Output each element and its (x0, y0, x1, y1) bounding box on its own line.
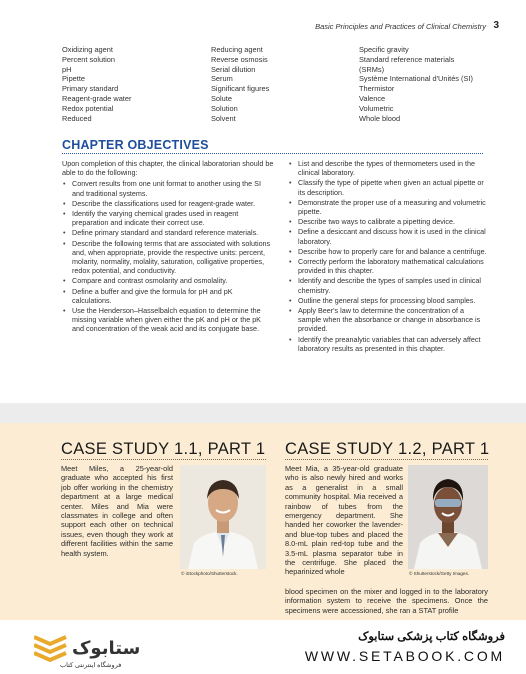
key-term: Serum (211, 74, 233, 84)
key-term: Specific gravity (359, 45, 409, 54)
objective-item: • Describe two ways to calibrate a pipetting device. (288, 217, 487, 226)
objective-item: • Compare and contrast osmolarity and osmolality. (62, 276, 274, 285)
objective-item: • Define primary standard and standard reference materials. (62, 228, 274, 237)
objective-item: • Use the Henderson–Hasselbalch equation to determine the missing variable when given either the pK and pH or the pK and concentration of the weak acid and its conjugate base. (62, 306, 274, 334)
key-term: Reverse osmosis (211, 54, 268, 64)
man-in-lab-coat-image (180, 465, 266, 569)
case-study-1-title: CASE STUDY 1.1, PART 1 (61, 440, 266, 458)
objectives-right-column (288, 159, 487, 354)
book-stack-logo-icon (34, 632, 140, 664)
key-term: Reduced (62, 113, 92, 123)
case-study-2-title: CASE STUDY 1.2, PART 1 (285, 440, 490, 458)
setabook-logo[interactable] (34, 632, 140, 664)
key-term: Volumetric (359, 103, 394, 113)
section-divider (0, 403, 526, 423)
objective-item: • Identify the preanalytic variables that can adversely affect laboratory results as presented in this chapter. (288, 335, 487, 353)
key-term: Valence (359, 93, 386, 103)
case-study-2-text-bottom: blood specimen on the mixer and logged in to the laboratory information system to receive the specimens. Once the specimens were accessioned, she ran a STAT profile (285, 587, 488, 615)
key-term: Reagent-grade water (62, 93, 132, 103)
key-term: Redox potential (62, 103, 114, 113)
objective-item: • Outline the general steps for processing blood samples. (288, 296, 487, 305)
objective-item: • Describe the classifications used for reagent-grade water. (62, 199, 274, 208)
objective-item: • Describe the following terms that are associated with solutions and, when appropriate, provide the respective units: percent, molarity, normality, molality, saturation, colligative properties, redox potential, and conductivity. (62, 239, 274, 276)
running-header: Basic Principles and Practices of Clinical Chemistry (315, 22, 486, 31)
key-term: Solution (211, 103, 238, 113)
objectives-list-left (62, 179, 274, 333)
key-term: Thermistor (359, 84, 395, 94)
chapter-objectives-heading: CHAPTER OBJECTIVES (62, 138, 209, 152)
objective-item: • Correctly perform the laboratory mathematical calculations provided in this chapter. (288, 257, 487, 275)
objective-item: • Classify the type of pipette when given an actual pipette or its description. (288, 178, 487, 196)
objective-item: • List and describe the types of thermometers used in the clinical laboratory. (288, 159, 487, 177)
objective-item: • Identify the varying chemical grades used in reagent preparation and indicate their correct use. (62, 209, 274, 227)
key-term: pH (62, 64, 72, 74)
objectives-list-right (288, 159, 487, 353)
objectives-intro: Upon completion of this chapter, the clinical laboratorian should be able to do the following: (62, 159, 274, 178)
objective-item: • Define a buffer and give the formula for pH and pK calculations. (62, 287, 274, 305)
key-term: Solute (211, 93, 232, 103)
case-study-1-text: Meet Miles, a 25-year-old graduate who accepted his first job offer working in the chemistry department at a large medical center. Miles and Mia were classmates in college and often support each other on technical issues, even though they work at different facilities within the same health system. (61, 464, 173, 558)
objective-item: • Convert results from one unit format to another using the SI and traditional systems. (62, 179, 274, 197)
objective-item: • Demonstrate the proper use of a measuring and volumetric pipette. (288, 198, 487, 216)
key-term: Serial dilution (211, 64, 256, 74)
objectives-left-column (62, 159, 274, 335)
objective-item: • Apply Beer's law to determine the concentration of a sample when the absorbance or change in absorbance is provided. (288, 306, 487, 334)
website-url[interactable]: WWW.SETABOOK.COM (304, 648, 505, 664)
key-term: Oxidizing agent (62, 45, 113, 54)
key-term: Système International d'Unités (SI) (359, 74, 473, 84)
key-term: Pipette (62, 74, 86, 84)
case-study-2-photo-credit: © Shutterstock/Getty Images. (409, 571, 470, 576)
key-term: Primary standard (62, 84, 119, 94)
key-term: Whole blood (359, 113, 401, 123)
key-terms-col-1 (62, 45, 131, 123)
key-term: Significant figures (211, 84, 270, 94)
case-study-2-rule (285, 459, 488, 460)
key-term: Percent solution (62, 54, 115, 64)
case-study-2-photo (408, 465, 488, 569)
case-study-1-photo-credit: © iStockphoto/Shutterstock. (181, 571, 238, 576)
logo-wordmark: ستابوک (72, 638, 140, 659)
case-study-1-rule (61, 459, 266, 460)
key-term: Reducing agent (211, 45, 263, 54)
key-terms-col-2 (211, 45, 269, 123)
page-number: 3 (493, 20, 499, 31)
objective-item: • Identify and describe the types of samples used in clinical chemistry. (288, 276, 487, 294)
key-term: (SRMs) (359, 64, 385, 74)
case-study-1-photo (180, 465, 266, 569)
key-term: Solvent (211, 113, 236, 123)
case-study-2-text-top: Meet Mia, a 35-year-old graduate who is also newly hired and works as a generalist in a small community hospital. Mia received a rainbow of tubes from the emergency department. She handed her coworker the lavender- and blue-top tubes and placed the 8.0-mL plain red-top tube and the 3.5-mL plasma separator tube in the centrifuge. She placed the heparinized whole (285, 464, 403, 577)
objective-item: • Define a desiccant and discuss how it is used in the clinical laboratory. (288, 227, 487, 245)
objective-item: • Describe how to properly care for and balance a centrifuge. (288, 247, 487, 256)
woman-with-safety-glasses-image (408, 465, 488, 569)
logo-tagline: فروشگاه اینترنتی کتاب (60, 662, 122, 669)
key-term: Standard reference materials (359, 54, 455, 64)
store-title: فروشگاه کتاب پزشکی ستابوک (358, 631, 505, 643)
key-terms-col-3 (359, 45, 473, 123)
heading-rule (62, 153, 483, 154)
